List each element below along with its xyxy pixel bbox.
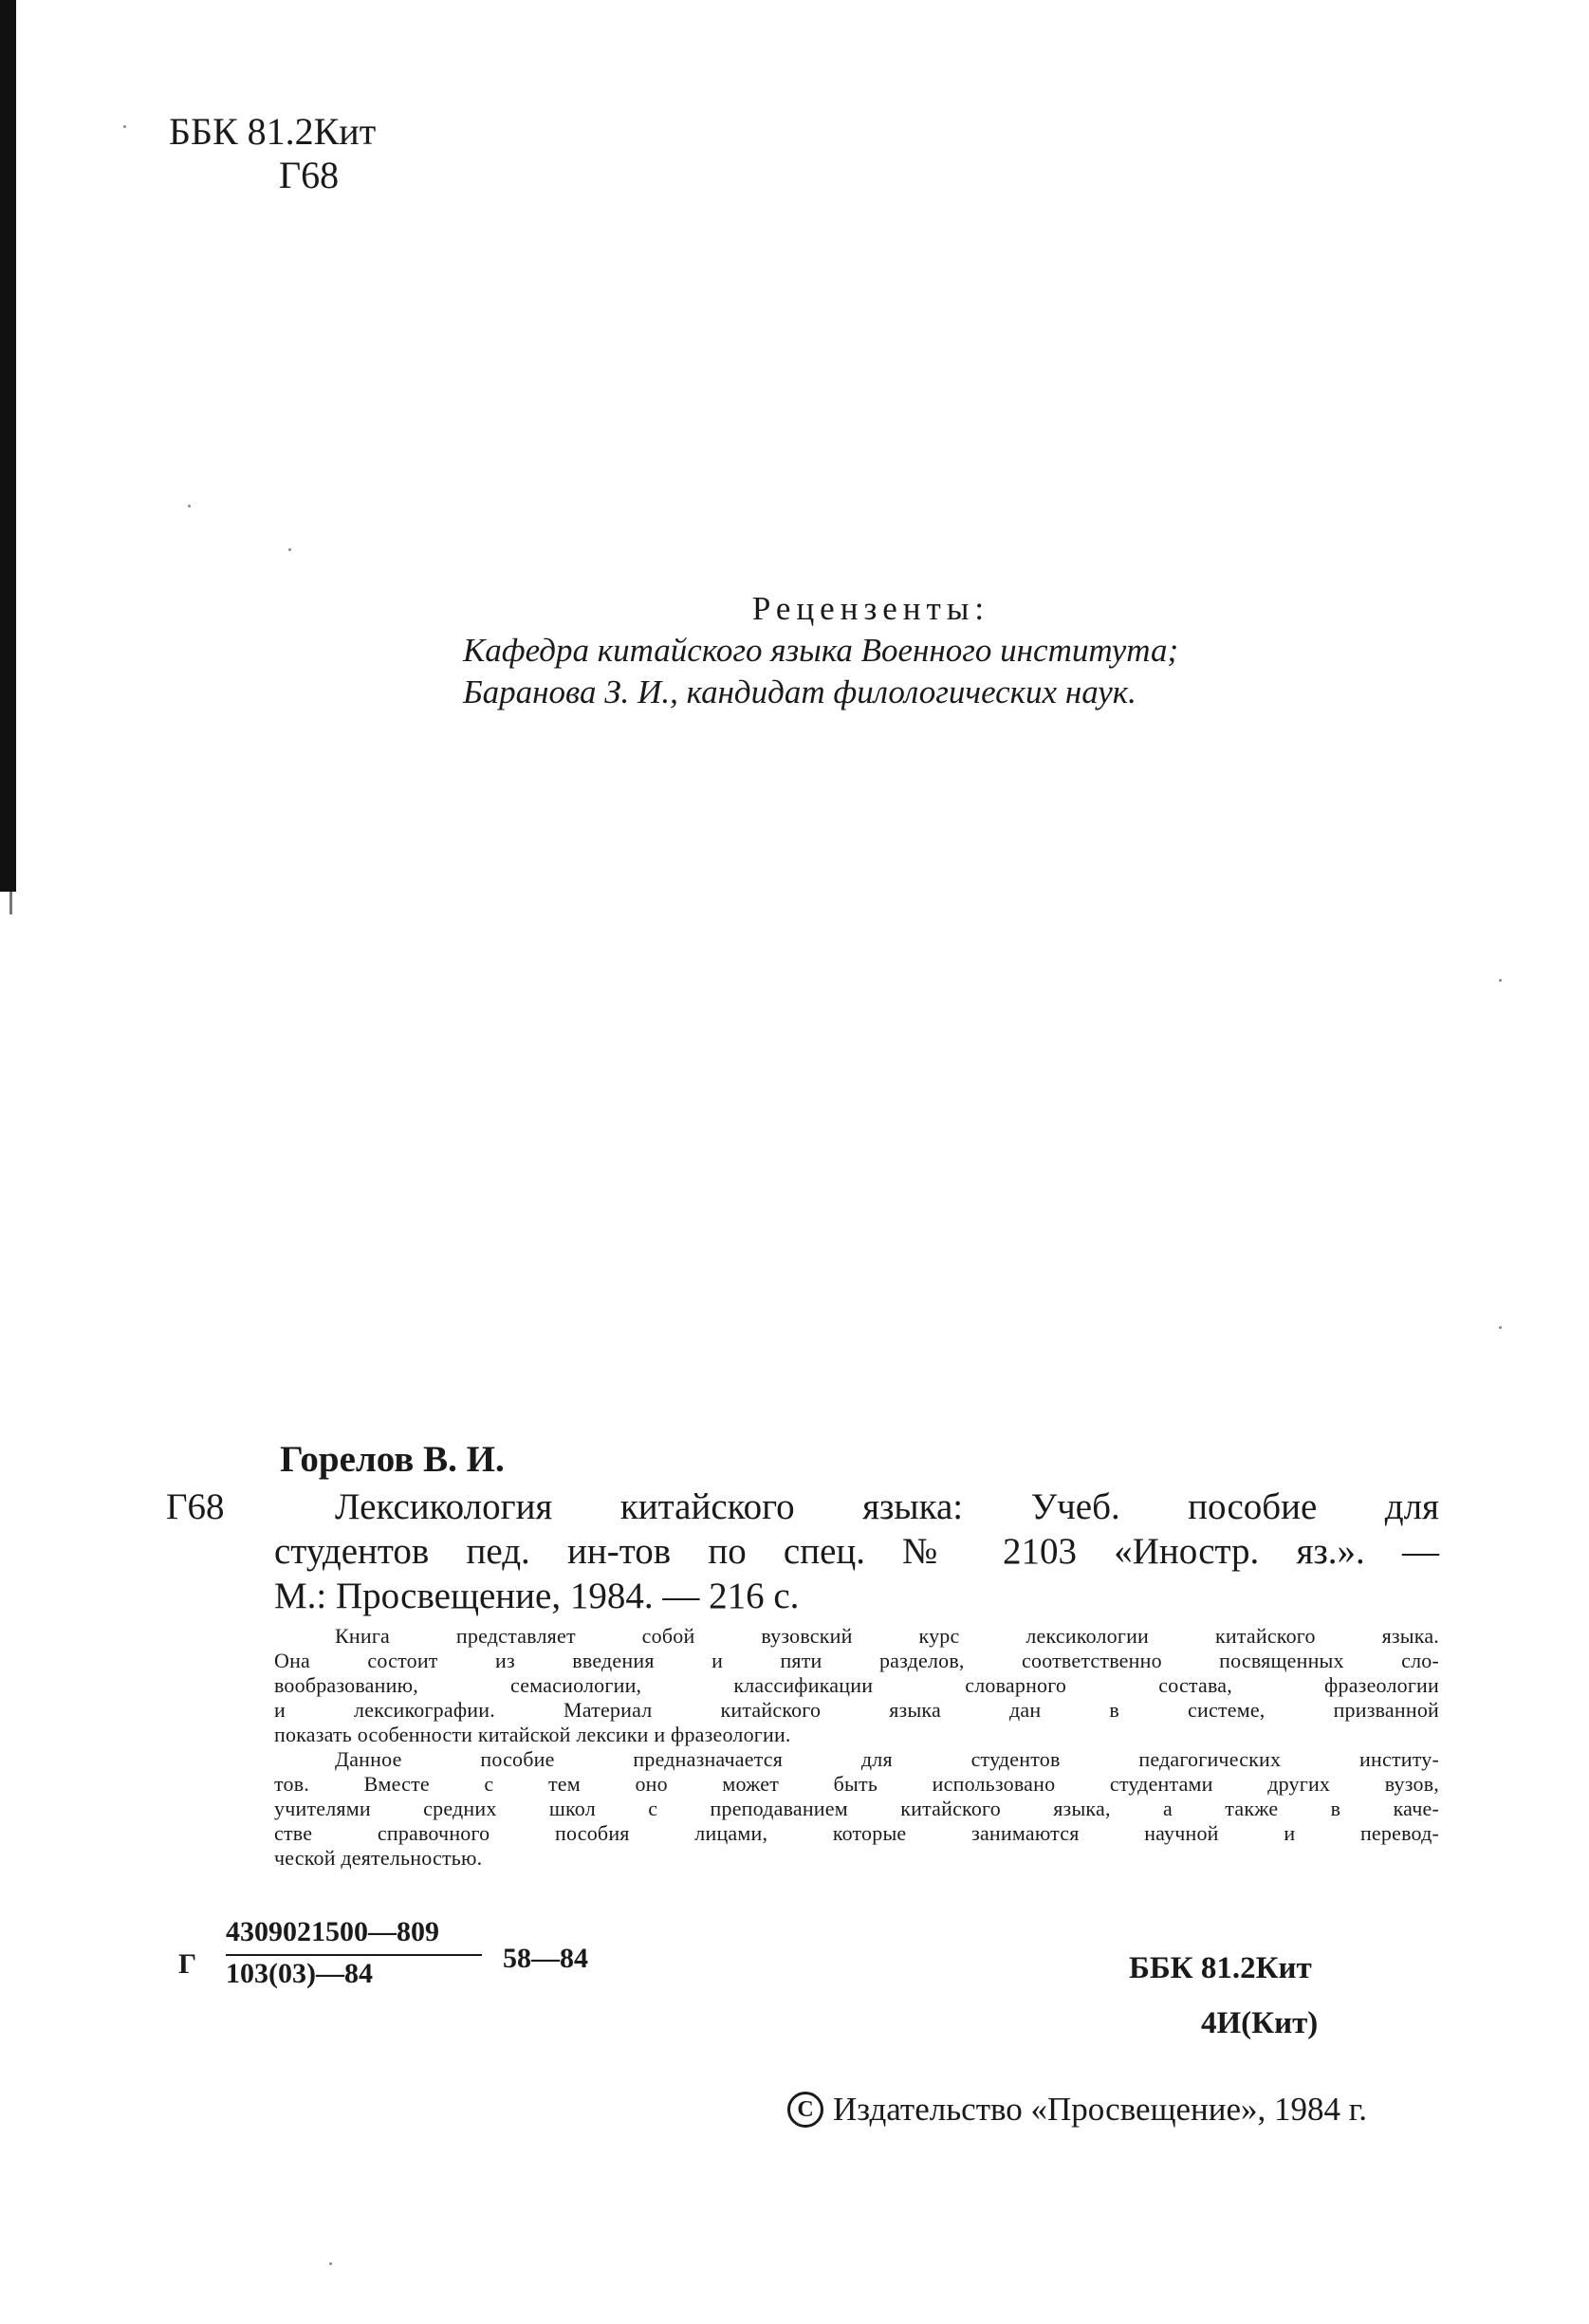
- reviewers-heading: Рецензенты:: [751, 590, 990, 627]
- publication-code-numerator: 4309021500—809: [226, 1916, 439, 1947]
- classification-block: [169, 110, 376, 197]
- publication-code-suffix: 58—84: [503, 1943, 588, 1974]
- publication-code-fraction: [226, 1914, 482, 1992]
- bbk-code: ББК 81.2Кит: [169, 110, 377, 153]
- scan-speck: [329, 2262, 332, 2265]
- title-line: М.: Просвещение, 1984. — 216 с.: [274, 1576, 800, 1616]
- annotation-line: Книга представляет собой вузовский курс лексикологии китайского языка.: [335, 1624, 1439, 1648]
- catalog-index: Г68: [166, 1486, 225, 1527]
- annotation-line: показать особенности китайской лексики и фразеологии.: [274, 1723, 791, 1746]
- copyright-icon: C: [787, 2092, 823, 2128]
- author-mark: Г68: [279, 154, 340, 196]
- annotation-line: стве справочного пособия лицами, которые занимаются научной и перевод-: [274, 1821, 1439, 1845]
- publication-code-denominator: 103(03)—84: [226, 1958, 373, 1989]
- annotation-line: учителями средних школ с преподаванием китайского языка, а также в каче-: [274, 1797, 1439, 1820]
- scan-speck: [123, 125, 126, 128]
- annotation-line: и лексикографии. Материал китайского языка дан в системе, призванной: [274, 1698, 1439, 1722]
- bottom-bbk-sub: 4И(Кит): [1201, 2006, 1319, 2040]
- scan-binding-edge: [0, 0, 16, 892]
- copyright-text: Издательство «Просвещение», 1984 г.: [833, 2091, 1367, 2128]
- title-line: студентов пед. ин-тов по спец. № 2103 «Иностр. яз.». —: [274, 1531, 1439, 1572]
- scan-speck: [188, 505, 191, 507]
- copyright-line: [787, 2089, 1367, 2130]
- catalog-author: Горелов В. И.: [280, 1439, 505, 1480]
- scan-speck: [1499, 979, 1502, 982]
- annotation-line: Данное пособие предназначается для студентов педагогических институ-: [335, 1747, 1439, 1771]
- reviewers-block: [463, 588, 1260, 713]
- catalog-title: [274, 1485, 1439, 1618]
- annotation-paragraph: [274, 1747, 1439, 1871]
- publication-code-prefix: Г: [178, 1948, 197, 1980]
- annotation-line: вообразованию, семасиологии, классификации словарного состава, фразеологии: [274, 1673, 1439, 1697]
- scan-binding-edge-tail: [9, 892, 12, 914]
- annotation-line: тов. Вместе с тем оно может быть использовано студентами других вузов,: [274, 1772, 1439, 1796]
- scan-speck: [1499, 1326, 1502, 1329]
- annotation-line: ческой деятельностью.: [274, 1846, 483, 1870]
- bottom-classification: [1129, 1941, 1318, 2051]
- annotation-paragraph: [274, 1624, 1439, 1747]
- scan-speck: [288, 548, 291, 551]
- reviewer-line: Баранова З. И., кандидат филологических наук.: [463, 673, 1136, 710]
- catalog-annotation: [274, 1624, 1439, 1871]
- annotation-line: Она состоит из введения и пяти разделов, соответственно посвященных сло-: [274, 1649, 1439, 1672]
- reviewer-line: Кафедра китайского языка Военного института;: [463, 632, 1179, 669]
- bottom-bbk-code: ББК 81.2Кит: [1129, 1951, 1312, 1985]
- title-line: Лексикология китайского языка: Учеб. пособие для: [335, 1486, 1439, 1527]
